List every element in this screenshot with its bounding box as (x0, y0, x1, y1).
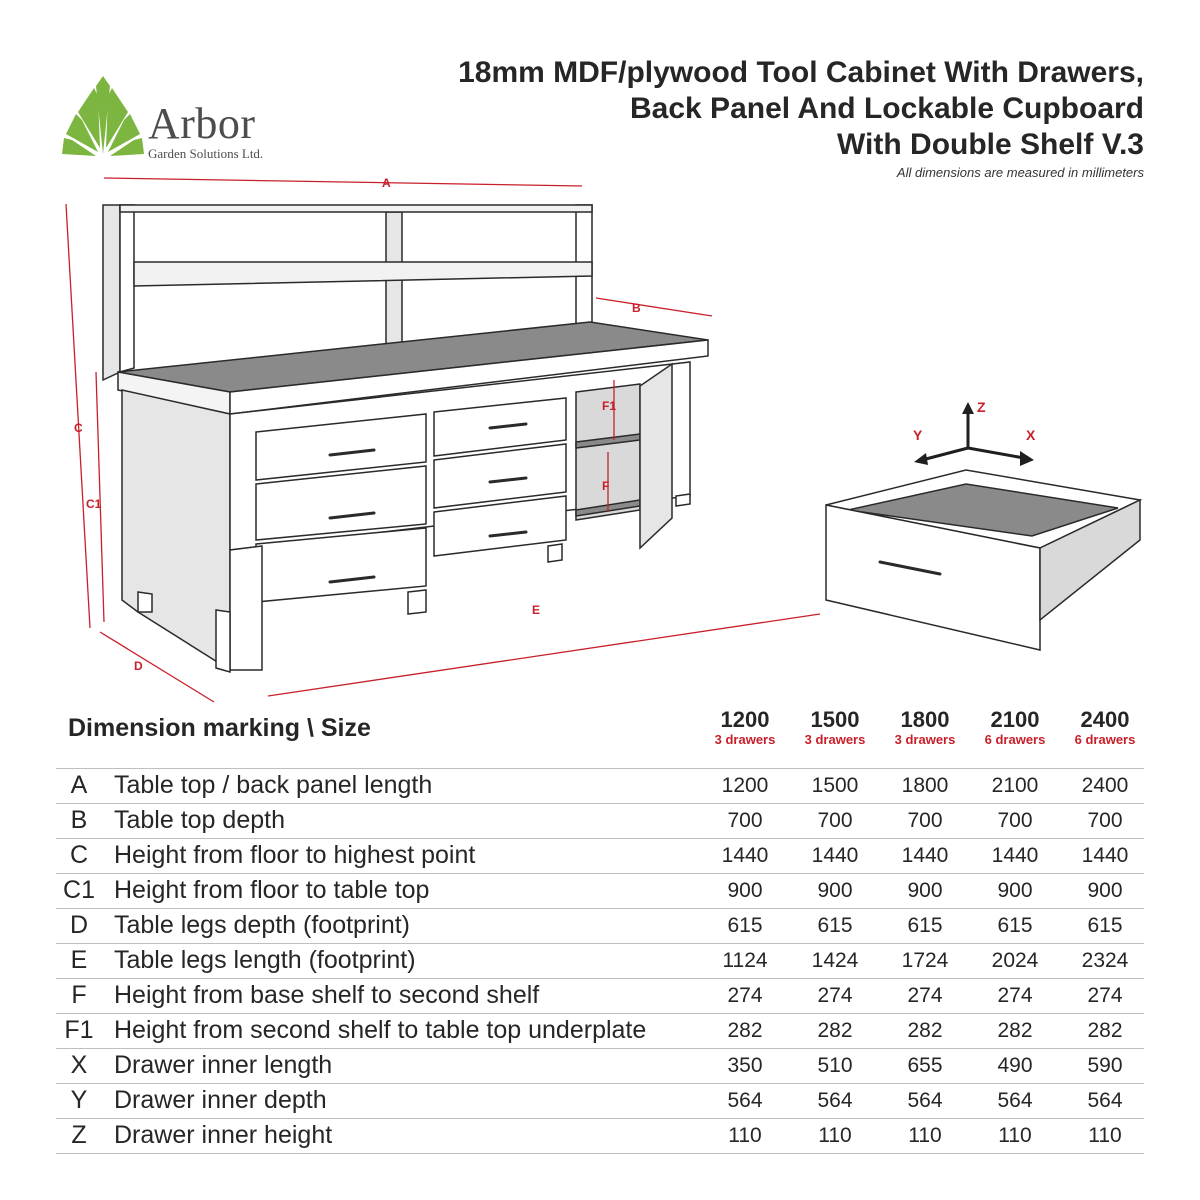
row-value: 564 (907, 1089, 943, 1112)
table-heading: Dimension marking \ Size (68, 714, 371, 742)
drawers-label: 3 drawers (714, 732, 776, 747)
row-value: 1724 (901, 949, 949, 972)
table-row (56, 908, 1144, 943)
row-label: Height from base shelf to second shelf (114, 981, 540, 1009)
row-code: Y (70, 1086, 88, 1114)
row-value: 615 (907, 914, 943, 937)
size-label: 1800 (900, 707, 950, 732)
axis-label-x: X (1026, 427, 1036, 443)
drawers-label: 6 drawers (984, 732, 1046, 747)
title-line: 18mm MDF/plywood Tool Cabinet With Drawers, (458, 56, 1144, 89)
drawers-label: 3 drawers (894, 732, 956, 747)
dimension-label-e: E (532, 603, 541, 617)
row-value: 1500 (811, 774, 859, 797)
row-value: 590 (1087, 1054, 1123, 1077)
row-value: 1440 (1081, 844, 1129, 867)
row-value: 564 (1087, 1089, 1123, 1112)
size-column-header (790, 708, 880, 747)
cabinet-drawing (0, 160, 1200, 710)
row-value: 110 (728, 1124, 762, 1147)
row-value: 1124 (722, 949, 768, 972)
row-code: B (70, 806, 88, 834)
row-value: 282 (997, 1019, 1033, 1042)
axis-label-y: Y (913, 427, 923, 443)
dimension-label-a: A (382, 176, 391, 190)
size-label: 2100 (990, 707, 1040, 732)
row-value: 1440 (991, 844, 1039, 867)
row-label: Height from floor to highest point (114, 841, 476, 869)
row-value: 274 (727, 984, 763, 1007)
size-column-header (1060, 708, 1150, 747)
row-value: 350 (727, 1054, 763, 1077)
dimension-label-f: F (602, 479, 610, 493)
row-value: 110 (998, 1124, 1032, 1147)
size-label: 2400 (1080, 707, 1130, 732)
row-value: 1200 (721, 774, 769, 797)
row-label: Drawer inner depth (114, 1086, 327, 1114)
axis-label-z: Z (977, 399, 986, 415)
row-value: 510 (817, 1054, 853, 1077)
dimension-label-d: D (134, 659, 143, 673)
logo-name: Arbor (148, 99, 256, 148)
table-row (56, 1083, 1144, 1118)
row-value: 700 (997, 809, 1033, 832)
row-label: Table top depth (114, 806, 285, 834)
table-row (56, 943, 1144, 978)
row-code: X (70, 1051, 88, 1079)
size-column-header (970, 708, 1060, 747)
dimension-table (56, 768, 1144, 1154)
row-value: 700 (727, 809, 763, 832)
row-value: 1440 (901, 844, 949, 867)
row-code: A (70, 771, 88, 799)
table-row (56, 838, 1144, 873)
row-value: 274 (1087, 984, 1123, 1007)
row-value: 282 (727, 1019, 763, 1042)
row-value: 615 (817, 914, 853, 937)
row-value: 564 (997, 1089, 1033, 1112)
table-row (56, 873, 1144, 908)
dimension-label-c1: C1 (86, 497, 102, 511)
row-value: 1440 (811, 844, 859, 867)
dimension-label-c: C (74, 421, 83, 435)
row-value: 2024 (991, 949, 1039, 972)
row-value: 900 (997, 879, 1033, 902)
row-code: C1 (63, 876, 95, 904)
row-label: Drawer inner length (114, 1051, 333, 1079)
row-value: 900 (907, 879, 943, 902)
row-value: 490 (997, 1054, 1033, 1077)
row-value: 274 (817, 984, 853, 1007)
row-value: 564 (817, 1089, 853, 1112)
row-value: 615 (1087, 914, 1123, 937)
row-code: F (71, 981, 87, 1009)
row-label: Drawer inner height (114, 1121, 333, 1149)
row-value: 700 (907, 809, 943, 832)
row-value: 900 (1087, 879, 1123, 902)
row-value: 1440 (721, 844, 769, 867)
row-value: 700 (1087, 809, 1123, 832)
row-value: 1424 (811, 949, 859, 972)
table-row (56, 768, 1144, 803)
company-logo (58, 72, 318, 172)
table-row (56, 1118, 1144, 1154)
row-code: C (69, 841, 89, 869)
row-value: 274 (997, 984, 1033, 1007)
row-label: Height from second shelf to table top underplate (114, 1016, 647, 1044)
row-value: 282 (907, 1019, 943, 1042)
row-value: 1800 (901, 774, 949, 797)
table-row (56, 1048, 1144, 1083)
row-value: 282 (1087, 1019, 1123, 1042)
title-line: Back Panel And Lockable Cupboard (630, 92, 1144, 125)
leaf-icon (58, 72, 148, 162)
row-label: Table top / back panel length (114, 771, 433, 799)
row-value: 110 (908, 1124, 942, 1147)
row-value: 2400 (1081, 774, 1129, 797)
table-row (56, 1013, 1144, 1048)
dimension-label-b: B (632, 301, 641, 315)
drawer-drawing (826, 470, 1140, 650)
table-row (56, 978, 1144, 1013)
size-label: 1500 (810, 707, 860, 732)
row-code: E (70, 946, 88, 974)
logo-subtitle: Garden Solutions Ltd. (148, 146, 264, 161)
size-column-header (700, 708, 790, 747)
dimension-label-f1: F1 (602, 399, 617, 413)
row-value: 615 (727, 914, 763, 937)
row-label: Table legs length (footprint) (114, 946, 416, 974)
row-value: 900 (817, 879, 853, 902)
row-label: Height from floor to table top (114, 876, 430, 904)
row-value: 110 (818, 1124, 852, 1147)
drawers-label: 3 drawers (804, 732, 866, 747)
row-value: 700 (817, 809, 853, 832)
row-value: 564 (727, 1089, 763, 1112)
row-value: 2324 (1081, 949, 1129, 972)
drawers-label: 6 drawers (1074, 732, 1136, 747)
row-value: 282 (817, 1019, 853, 1042)
row-code: Z (71, 1121, 87, 1149)
row-value: 655 (907, 1054, 943, 1077)
row-label: Table legs depth (footprint) (114, 911, 411, 939)
size-column-header (880, 708, 970, 747)
row-code: F1 (64, 1016, 94, 1044)
row-value: 274 (907, 984, 943, 1007)
row-value: 2100 (991, 774, 1039, 797)
row-value: 900 (727, 879, 763, 902)
table-row (56, 803, 1144, 838)
row-value: 110 (1088, 1124, 1122, 1147)
units-note: All dimensions are measured in millimeters (896, 165, 1144, 180)
table-header (56, 708, 1144, 764)
row-code: D (69, 911, 89, 939)
size-label: 1200 (720, 707, 770, 732)
row-value: 615 (997, 914, 1033, 937)
title-line: With Double Shelf V.3 (837, 128, 1144, 161)
